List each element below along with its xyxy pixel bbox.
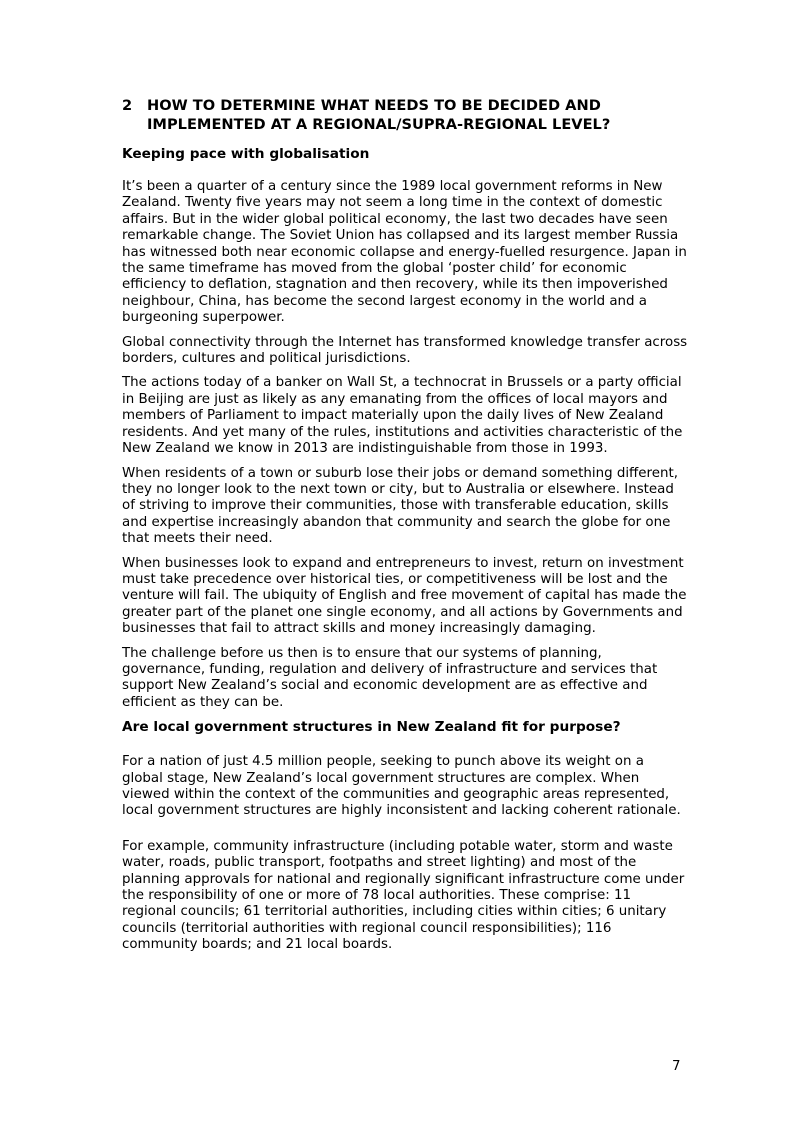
chapter-number: 2 — [122, 97, 133, 114]
paragraph: When residents of a town or suburb lose their jobs or demand something different, they no longer look to the next town or city, but to Australia or elsewhere. Instead of striving to improve their communities, those with transferable education, skills and expertise increasingly abandon that community and search the globe for one that meets their need. — [122, 465, 678, 547]
section-heading-globalisation: Keeping pace with globalisation — [122, 146, 370, 162]
paragraph: For example, community infrastructure (including potable water, storm and waste water, roads, public transport, footpaths and street lighting) and most of the planning approvals for national and regionally significant infrastructure come under the responsibility of one or more of 78 local authorities. These comprise: 11 regional councils; 61 territorial authorities, including cities within cities; 6 unitary councils (territorial authorities with regional council responsibilities); 116 community boards; and 21 local boards. — [122, 838, 685, 953]
chapter-title: HOW TO DETERMINE WHAT NEEDS TO BE DECIDED AND IMPLEMENTED AT A REGIONAL/SUPRA-REGIONAL LEVEL? — [147, 97, 611, 133]
section-heading-fit-for-purpose: Are local government structures in New Zealand fit for purpose? — [122, 719, 621, 736]
paragraph: When businesses look to expand and entrepreneurs to invest, return on investment must take precedence over historical ties, or competitiveness will be lost and the venture will fail. The ubiquity of English and free movement of capital has made the greater part of the planet one single economy, and all actions by Governments and businesses that fail to attract skills and money increasingly damaging. — [122, 555, 687, 637]
document-page — [122, 96, 688, 962]
paragraph: The actions today of a banker on Wall St, a technocrat in Brussels or a party official in Beijing are just as likely as any emanating from the offices of local mayors and members of Parliament to impact materially upon the daily lives of New Zealand residents. And yet many of the rules, institutions and activities characteristic of the New Zealand we know in 2013 are indistinguishable from those in 1993. — [122, 375, 683, 457]
paragraph: Global connectivity through the Internet has transformed knowledge transfer across borders, cultures and political jurisdictions. — [122, 334, 688, 367]
paragraph: For a nation of just 4.5 million people, seeking to punch above its weight on a global stage, New Zealand’s local government structures are complex. When viewed within the context of the communities and geographic areas represented, local government structures are highly inconsistent and lacking coherent rationale. — [122, 754, 681, 819]
paragraph: It’s been a quarter of a century since the 1989 local government reforms in New Zealand. Twenty five years may not seem a long time in the context of domestic affairs. But in the wider global political economy, the last two decades have seen remarkable change. The Soviet Union has collapsed and its largest member Russia has witnessed both near economic collapse and energy-fuelled resurgence. Japan in the same timeframe has moved from the global ‘poster child’ for economic efficiency to deflation, stagnation and then recovery, while its then impoverished neighbour, China, has become the second largest economy in the world and a burgeoning superpower. — [122, 179, 687, 326]
page-number: 7 — [672, 1059, 681, 1074]
chapter-heading — [122, 96, 688, 134]
paragraph: The challenge before us then is to ensure that our systems of planning, governance, funding, regulation and delivery of infrastructure and services that support New Zealand’s social and economic development are as effective and efficient as they can be. — [122, 645, 658, 710]
